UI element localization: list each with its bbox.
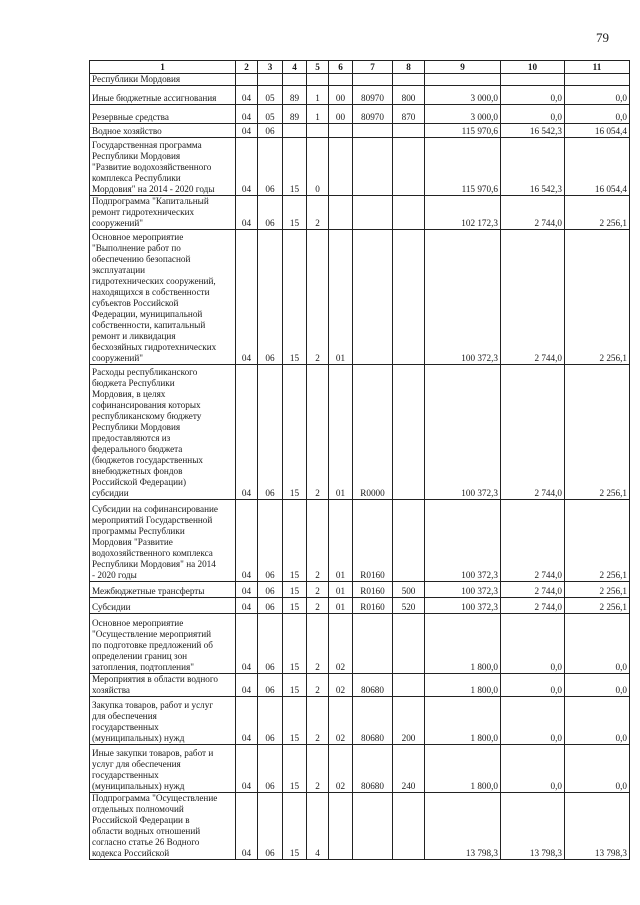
code-cell: 04 [236,105,258,124]
table-row [90,674,630,697]
code-cell: 04 [236,793,258,860]
amount-cell: 0,0 [501,105,565,124]
amount-cell: 2 256,1 [565,230,630,365]
code-cell: 04 [236,674,258,697]
code-cell: 04 [236,86,258,105]
code-cell [393,230,425,365]
code-cell: 04 [236,138,258,196]
code-cell: R0000 [353,365,393,500]
amount-cell: 16 054,4 [565,124,630,138]
amount-cell: 0,0 [565,697,630,745]
code-cell: 04 [236,196,258,230]
amount-cell: 102 172,3 [425,196,501,230]
code-cell: 2 [307,697,329,745]
code-cell: 06 [258,674,283,697]
code-cell: 15 [283,230,307,365]
column-header: 7 [353,61,393,74]
amount-cell: 0,0 [565,105,630,124]
code-cell [329,124,353,138]
code-cell: 02 [329,674,353,697]
code-cell: 15 [283,365,307,500]
code-cell: 80970 [353,86,393,105]
code-cell: 01 [329,598,353,614]
code-cell [353,196,393,230]
page-number: 79 [596,30,609,45]
code-cell: R0160 [353,598,393,614]
amount-cell: 115 970,6 [425,124,501,138]
amount-cell: 0,0 [565,745,630,793]
code-cell: 2 [307,598,329,614]
code-cell: 04 [236,124,258,138]
code-cell [393,793,425,860]
header-row [90,61,630,74]
code-cell: 500 [393,582,425,598]
code-cell: 01 [329,365,353,500]
code-cell: 80680 [353,674,393,697]
code-cell [236,74,258,86]
code-cell: 01 [329,582,353,598]
column-header: 9 [425,61,501,74]
code-cell [258,74,283,86]
code-cell: 15 [283,138,307,196]
amount-cell: 0,0 [501,745,565,793]
code-cell [393,138,425,196]
column-header: 1 [90,61,236,74]
code-cell: 15 [283,793,307,860]
code-cell [393,500,425,582]
code-cell: R0160 [353,582,393,598]
code-cell: 00 [329,105,353,124]
amount-cell: 115 970,6 [425,138,501,196]
code-cell: 2 [307,365,329,500]
code-cell: 4 [307,793,329,860]
amount-cell: 3 000,0 [425,86,501,105]
amount-cell: 2 256,1 [565,598,630,614]
code-cell: 15 [283,614,307,674]
amount-cell [501,74,565,86]
code-cell: 15 [283,582,307,598]
table-row [90,697,630,745]
amount-cell: 0,0 [565,614,630,674]
column-header: 2 [236,61,258,74]
code-cell: 04 [236,230,258,365]
amount-cell: 100 372,3 [425,582,501,598]
table-row [90,138,630,196]
code-cell: 01 [329,500,353,582]
code-cell: 15 [283,196,307,230]
code-cell: 04 [236,614,258,674]
code-cell: 06 [258,582,283,598]
amount-cell: 0,0 [501,674,565,697]
code-cell: 05 [258,105,283,124]
table-row [90,230,630,365]
amount-cell: 0,0 [565,674,630,697]
code-cell [329,138,353,196]
amount-cell: 13 798,3 [565,793,630,860]
code-cell: 06 [258,365,283,500]
amount-cell: 2 256,1 [565,196,630,230]
column-header: 8 [393,61,425,74]
table-row [90,365,630,500]
code-cell [329,74,353,86]
amount-cell: 100 372,3 [425,230,501,365]
code-cell: 04 [236,745,258,793]
code-cell: 04 [236,582,258,598]
code-cell: 06 [258,230,283,365]
amount-cell: 1 800,0 [425,697,501,745]
column-header: 5 [307,61,329,74]
column-header: 11 [565,61,630,74]
table-row [90,124,630,138]
code-cell [393,614,425,674]
item-name-cell: Расходы республиканского бюджета Республики Мордовия, в целях софинансирования которых республиканскому бюджету Республики Мордовия предоставляются из федерального бюджета (бюджетов государственных внебюджетных фондов Российской Федерации) субсидии [90,365,236,500]
table-row [90,582,630,598]
code-cell: 2 [307,196,329,230]
amount-cell [565,74,630,86]
code-cell [393,124,425,138]
column-header: 3 [258,61,283,74]
item-name-cell: Мероприятия в области водного хозяйства [90,674,236,697]
amount-cell: 100 372,3 [425,365,501,500]
code-cell [329,196,353,230]
code-cell: 04 [236,598,258,614]
code-cell: 02 [329,697,353,745]
code-cell: 0 [307,138,329,196]
amount-cell: 13 798,3 [425,793,501,860]
code-cell [353,793,393,860]
column-header: 6 [329,61,353,74]
column-header: 10 [501,61,565,74]
code-cell: 06 [258,745,283,793]
table-row [90,74,630,86]
item-name-cell: Межбюджетные трансферты [90,582,236,598]
code-cell: 06 [258,598,283,614]
item-name-cell: Субсидии на софинансирование мероприятий Государственной программы Республики Мордовия "Развитие водохозяйственного комплекса Республики Мордовия" на 2014 - 2020 годы [90,500,236,582]
code-cell: 04 [236,500,258,582]
code-cell [307,74,329,86]
amount-cell: 13 798,3 [501,793,565,860]
amount-cell: 3 000,0 [425,105,501,124]
code-cell [307,124,329,138]
amount-cell: 0,0 [501,697,565,745]
item-name-cell: Резервные средства [90,105,236,124]
code-cell: 02 [329,745,353,793]
code-cell: 01 [329,230,353,365]
item-name-cell: Основное мероприятие "Выполнение работ по обеспечению безопасной эксплуатации гидротехнических сооружений, находящихся в собственности субъектов Российской Федерации, муниципальной собственности, капитальный ремонт и ликвидация бесхозяйных гидротехнических сооружений" [90,230,236,365]
table-row [90,105,630,124]
budget-table [89,60,630,860]
amount-cell: 0,0 [501,614,565,674]
table-row [90,500,630,582]
code-cell [329,793,353,860]
table-row [90,86,630,105]
code-cell: 89 [283,105,307,124]
column-header: 4 [283,61,307,74]
code-cell: R0160 [353,500,393,582]
code-cell [353,230,393,365]
item-name-cell: Водное хозяйство [90,124,236,138]
code-cell: 2 [307,500,329,582]
amount-cell: 2 744,0 [501,196,565,230]
item-name-cell: Государственная программа Республики Мордовия "Развитие водохозяйственного комплекса Республики Мордовия" на 2014 - 2020 годы [90,138,236,196]
code-cell [283,124,307,138]
code-cell: 06 [258,138,283,196]
amount-cell: 0,0 [501,86,565,105]
code-cell: 870 [393,105,425,124]
code-cell: 2 [307,674,329,697]
code-cell: 00 [329,86,353,105]
code-cell: 04 [236,697,258,745]
amount-cell: 16 054,4 [565,138,630,196]
code-cell: 1 [307,105,329,124]
table-row [90,614,630,674]
amount-cell [425,74,501,86]
code-cell [393,674,425,697]
code-cell: 2 [307,230,329,365]
amount-cell: 2 256,1 [565,500,630,582]
code-cell [353,124,393,138]
code-cell: 15 [283,745,307,793]
amount-cell: 2 744,0 [501,365,565,500]
code-cell: 06 [258,697,283,745]
code-cell: 240 [393,745,425,793]
code-cell: 800 [393,86,425,105]
code-cell: 80680 [353,697,393,745]
table-row [90,598,630,614]
code-cell: 80680 [353,745,393,793]
item-name-cell: Основное мероприятие "Осуществление мероприятий по подготовке предложений об определении границ зон затопления, подтопления" [90,614,236,674]
item-name-cell: Закупка товаров, работ и услуг для обеспечения государственных (муниципальных) нужд [90,697,236,745]
code-cell: 80970 [353,105,393,124]
amount-cell: 1 800,0 [425,745,501,793]
code-cell: 06 [258,614,283,674]
item-name-cell: Республики Мордовия [90,74,236,86]
code-cell: 15 [283,500,307,582]
amount-cell: 2 256,1 [565,582,630,598]
item-name-cell: Подпрограмма "Капитальный ремонт гидротехнических сооружений" [90,196,236,230]
amount-cell: 0,0 [565,86,630,105]
amount-cell: 2 744,0 [501,598,565,614]
code-cell: 200 [393,697,425,745]
code-cell [393,74,425,86]
code-cell: 06 [258,793,283,860]
amount-cell: 16 542,3 [501,138,565,196]
code-cell: 04 [236,365,258,500]
amount-cell: 1 800,0 [425,614,501,674]
code-cell: 15 [283,697,307,745]
code-cell: 520 [393,598,425,614]
amount-cell: 2 744,0 [501,230,565,365]
code-cell: 2 [307,582,329,598]
item-name-cell: Иные закупки товаров, работ и услуг для обеспечения государственных (муниципальных) нужд [90,745,236,793]
code-cell [353,74,393,86]
table-row [90,196,630,230]
code-cell [393,196,425,230]
code-cell [393,365,425,500]
code-cell [353,138,393,196]
amount-cell: 100 372,3 [425,500,501,582]
code-cell [283,74,307,86]
code-cell: 06 [258,124,283,138]
table-row [90,745,630,793]
item-name-cell: Субсидии [90,598,236,614]
code-cell: 15 [283,674,307,697]
code-cell: 2 [307,614,329,674]
item-name-cell: Иные бюджетные ассигнования [90,86,236,105]
table-row [90,793,630,860]
code-cell: 1 [307,86,329,105]
code-cell: 02 [329,614,353,674]
amount-cell: 2 256,1 [565,365,630,500]
item-name-cell: Подпрограмма "Осуществление отдельных полномочий Российской Федерации в области водных отношений согласно статье 26 Водного кодекса Российской [90,793,236,860]
code-cell: 06 [258,500,283,582]
code-cell: 05 [258,86,283,105]
code-cell: 2 [307,745,329,793]
amount-cell: 1 800,0 [425,674,501,697]
amount-cell: 100 372,3 [425,598,501,614]
code-cell: 89 [283,86,307,105]
amount-cell: 2 744,0 [501,582,565,598]
code-cell: 15 [283,598,307,614]
amount-cell: 16 542,3 [501,124,565,138]
code-cell: 06 [258,196,283,230]
code-cell [353,614,393,674]
amount-cell: 2 744,0 [501,500,565,582]
